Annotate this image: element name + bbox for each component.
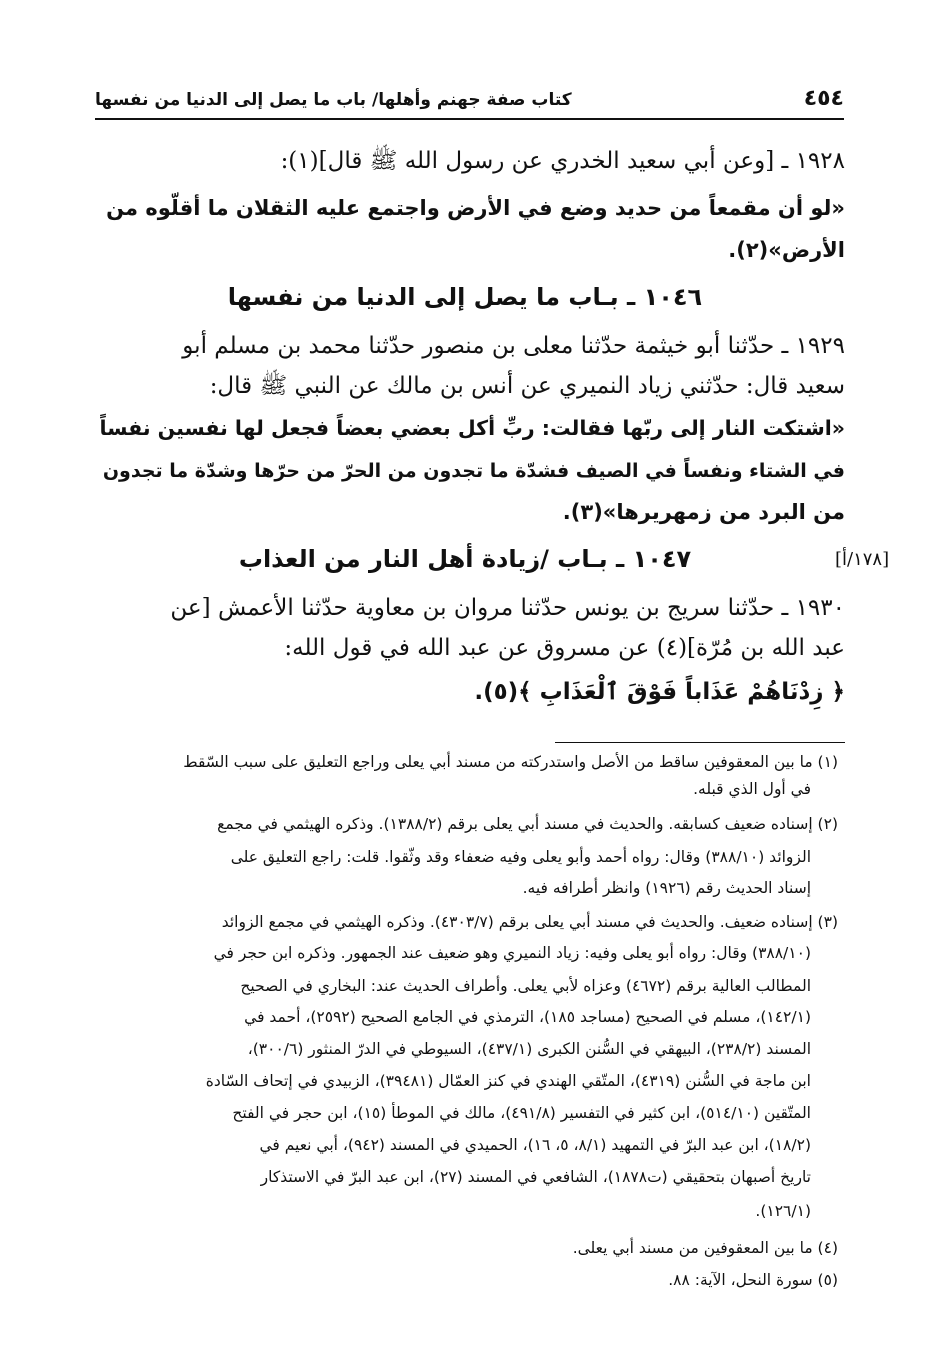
hadith-1929-line-4: في الشتاء ونفساً في الصيف فشدّة ما تجدون من الحرّ من حرّها وشدّة ما تجدون [102,460,845,482]
hadith-1928-line-1: ١٩٢٨ ـ [وعن أبي سعيد الخدري عن رسول الله ﷺ قال](١): [280,148,845,174]
page-header [95,84,844,120]
footnote-3-line-4: (١٤٢/١)، مسلم في الصحيح (مساجد ١٨٥)، الترمذي في الجامع الصحيح (٢٥٩٢)، أحمد في [244,1008,811,1026]
footnote-1-line-1: (١) ما بين المعقوفين ساقط من الأصل واستدركته من مسند أبي يعلى وراجع التعليق على سبب السّقط [183,753,838,771]
footnote-5: (٥) سورة النحل، الآية: ٨٨. [668,1271,838,1289]
hadith-1929-line-2: سعيد قال: حدّثني زياد النميري عن أنس بن مالك عن النبي ﷺ قال: [209,373,845,399]
hadith-1930-line-1: ١٩٣٠ ـ حدّثنا سريج بن يونس حدّثنا مروان بن معاوية حدّثنا الأعمش [عن [170,595,845,621]
hadith-1929 [85,330,845,530]
chapter-heading-1047: ١٠٤٧ ـ بـاب /زيادة أهل النار من العذاب [238,545,692,573]
footnote-3-line-8: (١٨/٢)، ابن عبد البرّ في التمهيد (٨/١، ٥، ١٦)، الحميدي في المسند (٩٤٢)، أبي نعيم في [259,1136,811,1154]
footnote-3-line-3: المطالب العالية برقم (٤٦٧٢) وعزاه لأبي يعلى. وأطراف الحديث عند: البخاري في الصحيح [240,977,811,995]
footnote-2-line-2: الزوائد (٣٨٨/١٠) وقال: رواه أحمد وأبو يعلى وفيه ضعفاء وقد وثّقوا. قلت: راجع التعليق على [230,848,811,866]
chapter-heading-1046: ١٠٤٦ ـ بـاب ما يصل إلى الدنيا من نفسها [227,283,703,311]
footnote-3-line-5: المسند (٢٣٨/٢)، البيهقي في السُّنن الكبرى (٤٣٧/١)، السيوطي في الدرّ المنثور (٣٠٠/٦)، [247,1040,811,1058]
hadith-1929-line-5: من البرد من زمهريرها»(٣). [562,500,845,524]
footnote-3-line-6: ابن ماجة في السُّنن (٤٣١٩)، المتّقي الهندي في كنز العمّال (٣٩٤٨١)، الزبيدي في إتحاف السّادة [205,1072,811,1090]
page-number: ٤٥٤ [803,86,844,111]
footnote-4: (٤) ما بين المعقوفين من مسند أبي يعلى. [572,1239,838,1257]
footnote-2-line-1: (٢) إسناده ضعيف كسابقه. والحديث في مسند أبي يعلى برقم (١٣٨٨/٢). وذكره الهيثمي في مجمع [217,815,838,833]
footnote-3-line-9: تاريخ أصبهان بتحقيقي (ت١٨٧٨)، الشافعي في المسند (٢٧)، ابن عبد البرّ في الاستذكار [260,1168,811,1186]
hadith-1929-line-3: «اشتكت النار إلى ربّها فقالت: ربِّ أكل بعضي بعضاً فجعل لها نفسين نفساً [99,416,845,440]
footnote-3-line-1: (٣) إسناده ضعيف. والحديث في مسند أبي يعلى برقم (٤٣٠٣/٧). وذكره الهيثمي في مجمع الزوائد [221,913,838,931]
hadith-1928-line-2: «لو أن مقمعاً من حديد وضع في الأرض واجتمع عليه الثقلان ما أقلّوه من [106,196,845,220]
footnote-divider [555,742,845,743]
footnote-3-line-2: (٣٨٨/١٠) وقال: رواه أبو يعلى وفيه: زياد النميري وهو ضعيف عند الجمهور. وذكره ابن حجر في [213,944,811,962]
hadith-1928 [85,145,845,265]
footnote-1-line-2: في أول الذي قبله. [693,780,811,798]
manuscript-folio-marker: [١٧٨/أ] [835,549,890,570]
footnote-3-line-10: (١٢٦/١). [755,1202,811,1220]
hadith-1929-line-1: ١٩٢٩ ـ حدّثنا أبو خيثمة حدّثنا معلى بن منصور حدّثنا محمد بن مسلم أبو [182,333,845,359]
hadith-1928-line-3: الأرض»(٢). [728,238,845,262]
hadith-1930-line-2: عبد الله بن مُرّة](٤) عن مسروق عن عبد الله في قول الله: [284,635,845,661]
footnote-2-line-3: إسناد الحديث رقم (١٩٢٦) وانظر أطرافه فيه. [522,879,811,897]
quran-verse: ﴿ زِدْنَاهُمْ عَذَاباً فَوْقَ ٱلْعَذَابِ ﴾(٥). [474,679,845,705]
running-title: كتاب صفة جهنم وأهلها/ باب ما يصل إلى الدنيا من نفسها [95,90,572,110]
hadith-1930 [85,592,845,722]
footnote-3-line-7: المتّقين (٥١٤/١٠)، ابن كثير في التفسير (٤٩١/٨)، مالك في الموطأ (١٥)، ابن حجر في الفتح [232,1104,811,1122]
